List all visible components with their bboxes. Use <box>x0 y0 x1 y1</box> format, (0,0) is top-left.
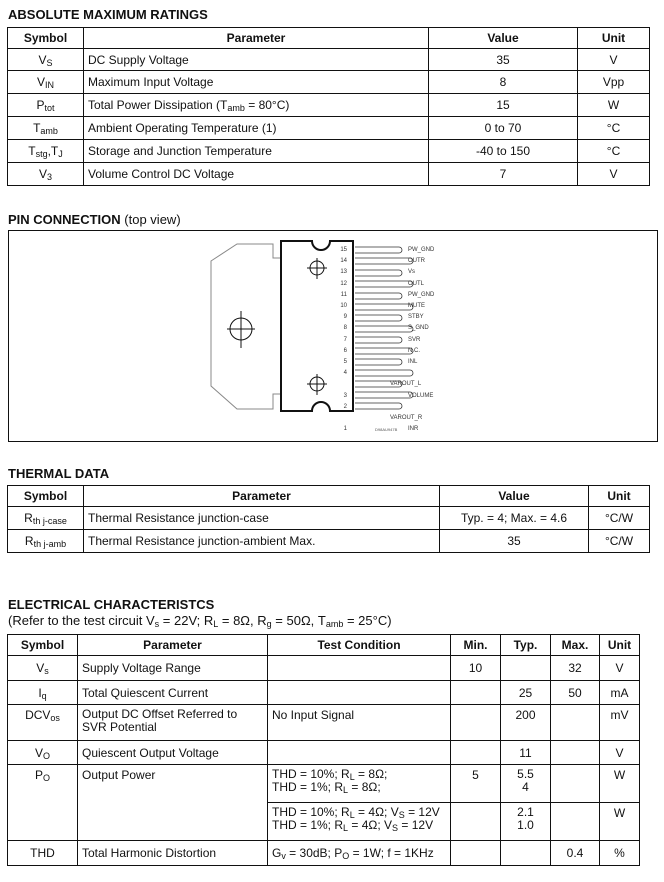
symbol-cell: $V_O$ <box>8 741 78 765</box>
value-cell: 35 <box>440 530 589 553</box>
value-cell: 8 <box>429 71 578 94</box>
unit-cell: mV <box>600 705 640 741</box>
max-cell <box>551 741 600 765</box>
symbol-cell: $V_S$ <box>8 49 84 71</box>
condition-cell <box>268 656 451 681</box>
unit-cell: °C/W <box>589 507 650 530</box>
unit-cell: Vpp <box>578 71 650 94</box>
table-row <box>8 71 650 94</box>
table-row <box>8 530 650 553</box>
min-cell <box>451 705 501 741</box>
unit-cell: V <box>600 656 640 681</box>
unit-cell: V <box>600 741 640 765</box>
test-conditions-note: (Refer to the test circuit $V_s = 22V$; $R_L = 8\Omega$, $R_g = 50\Omega$, $T_{amb} = 25^\circ C$) <box>8 613 392 629</box>
symbol-cell: $V_{IN}$ <box>8 71 84 94</box>
typ-cell: 2.1 1.0 <box>501 803 551 841</box>
col-max: Max. <box>551 635 600 656</box>
unit-cell: °C <box>578 117 650 140</box>
col-unit: Unit <box>600 635 640 656</box>
pin-row: 1 INR <box>343 426 419 433</box>
table-row <box>8 765 640 803</box>
abs-max-table <box>7 27 650 186</box>
thermal-table <box>7 485 650 553</box>
symbol-cell: $P_{tot}$ <box>8 94 84 117</box>
max-cell <box>551 803 600 841</box>
col-parameter: Parameter <box>84 28 429 49</box>
symbol-cell: THD <box>8 841 78 866</box>
pin-row: 2VAROUT_R <box>343 403 423 422</box>
condition-cell <box>268 681 451 705</box>
symbol-cell: $DCV_{os}$ <box>8 705 78 741</box>
parameter-cell: DC Supply Voltage <box>84 49 429 71</box>
table-row <box>8 681 640 705</box>
electrical-table <box>7 634 640 866</box>
condition-cell <box>268 741 451 765</box>
max-cell: 50 <box>551 681 600 705</box>
table-row <box>8 705 640 741</box>
col-typ: Typ. <box>501 635 551 656</box>
table-row <box>8 140 650 163</box>
electrical-title: ELECTRICAL CHARACTERISTCS <box>8 597 215 612</box>
pin-row: 5 INL <box>343 359 418 366</box>
unit-cell: W <box>600 765 640 803</box>
value-cell: 35 <box>429 49 578 71</box>
unit-cell: V <box>578 163 650 186</box>
condition-cell: No Input Signal <box>268 705 451 741</box>
condition-cell: THD = 10%; $R_L = 4\Omega$; $V_S = 12V$ THD = 1%; $R_L = 4\Omega$; $V_S = 12V$ <box>268 803 451 841</box>
pin-row: 4VAROUT_L <box>343 370 422 388</box>
symbol-cell: $V_s$ <box>8 656 78 681</box>
parameter-cell: Quiescent Output Voltage <box>78 741 268 765</box>
parameter-cell: Supply Voltage Range <box>78 656 268 681</box>
symbol-cell: $T_{amb}$ <box>8 117 84 140</box>
table-row <box>8 507 650 530</box>
condition-cell: THD = 10%; $R_L = 8\Omega$; THD = 1%; $R_L = 8\Omega$; <box>268 765 451 803</box>
col-unit: Unit <box>589 486 650 507</box>
typ-cell <box>501 841 551 866</box>
pin-row: 8 S_GND <box>343 325 429 332</box>
value-cell: 15 <box>429 94 578 117</box>
pin-row: 3 VOLUME <box>343 392 434 399</box>
pin-row: 11 PW_GND <box>340 291 435 298</box>
abs-max-title: ABSOLUTE MAXIMUM RATINGS <box>8 7 208 22</box>
max-cell <box>551 705 600 741</box>
col-parameter: Parameter <box>84 486 440 507</box>
condition-cell: $G_v = 30dB$; $P_O = 1W$; f = 1KHz <box>268 841 451 866</box>
pin-row: 6 N.C. <box>343 347 420 354</box>
pin-connection-title: PIN CONNECTION (top view) <box>8 212 181 227</box>
value-cell: 7 <box>429 163 578 186</box>
pin-row: 14 OUTR <box>340 258 425 265</box>
value-cell: -40 to 150 <box>429 140 578 163</box>
col-test-condition: Test Condition <box>268 635 451 656</box>
col-unit: Unit <box>578 28 650 49</box>
value-cell: Typ. = 4; Max. = 4.6 <box>440 507 589 530</box>
value-cell: 0 to 70 <box>429 117 578 140</box>
pin-connection-diagram <box>8 230 658 442</box>
unit-cell: W <box>600 803 640 841</box>
max-cell <box>551 765 600 803</box>
col-parameter: Parameter <box>78 635 268 656</box>
parameter-cell: Ambient Operating Temperature (1) <box>84 117 429 140</box>
table-row <box>8 741 640 765</box>
typ-cell <box>501 656 551 681</box>
table-row <box>8 163 650 186</box>
symbol-cell: $V_3$ <box>8 163 84 186</box>
unit-cell: °C <box>578 140 650 163</box>
unit-cell: °C/W <box>589 530 650 553</box>
max-cell: 32 <box>551 656 600 681</box>
min-cell: 5 <box>451 765 501 803</box>
pin-row: 13 Vs <box>340 269 416 276</box>
symbol-cell: $R_{th j-case}$ <box>8 507 84 530</box>
pin-row: 7 SVR <box>343 336 421 343</box>
min-cell <box>451 741 501 765</box>
symbol-cell: $R_{th j-amb}$ <box>8 530 84 553</box>
min-cell <box>451 681 501 705</box>
col-min: Min. <box>451 635 501 656</box>
thermal-title: THERMAL DATA <box>8 466 110 481</box>
parameter-cell: Total Quiescent Current <box>78 681 268 705</box>
symbol-cell: $I_q$ <box>8 681 78 705</box>
pin-row: 12 OUTL <box>340 280 425 287</box>
col-symbol: Symbol <box>8 28 84 49</box>
parameter-cell: Output DC Offset Referred to SVR Potential <box>78 705 268 741</box>
symbol-cell: $T_{stg},T_J$ <box>8 140 84 163</box>
col-symbol: Symbol <box>8 486 84 507</box>
unit-cell: V <box>578 49 650 71</box>
min-cell <box>451 841 501 866</box>
parameter-cell: Storage and Junction Temperature <box>84 140 429 163</box>
min-cell <box>451 803 501 841</box>
col-symbol: Symbol <box>8 635 78 656</box>
unit-cell: % <box>600 841 640 866</box>
parameter-cell: Total Harmonic Distortion <box>78 841 268 866</box>
parameter-cell: Output Power <box>78 765 268 841</box>
table-row <box>8 117 650 140</box>
parameter-cell: Total Power Dissipation $(T_{amb} = 80^\circ C)$ <box>84 94 429 117</box>
drawing-code: D98AU947B <box>375 427 398 432</box>
col-value: Value <box>429 28 578 49</box>
table-row <box>8 49 650 71</box>
typ-cell: 5.5 4 <box>501 765 551 803</box>
typ-cell: 11 <box>501 741 551 765</box>
table-row <box>8 94 650 117</box>
parameter-cell: Thermal Resistance junction-case <box>84 507 440 530</box>
parameter-cell: Volume Control DC Voltage <box>84 163 429 186</box>
min-cell: 10 <box>451 656 501 681</box>
table-row <box>8 841 640 866</box>
pin-row: 10 MUTE <box>340 303 425 310</box>
table-row <box>8 656 640 681</box>
typ-cell: 25 <box>501 681 551 705</box>
col-value: Value <box>440 486 589 507</box>
parameter-cell: Maximum Input Voltage <box>84 71 429 94</box>
typ-cell: 200 <box>501 705 551 741</box>
symbol-cell: $P_O$ <box>8 765 78 841</box>
pin-row: 9 STBY <box>343 314 424 321</box>
parameter-cell: Thermal Resistance junction-ambient Max. <box>84 530 440 553</box>
unit-cell: W <box>578 94 650 117</box>
max-cell: 0.4 <box>551 841 600 866</box>
pin-row: 15 PW_GND <box>340 247 435 253</box>
unit-cell: mA <box>600 681 640 705</box>
